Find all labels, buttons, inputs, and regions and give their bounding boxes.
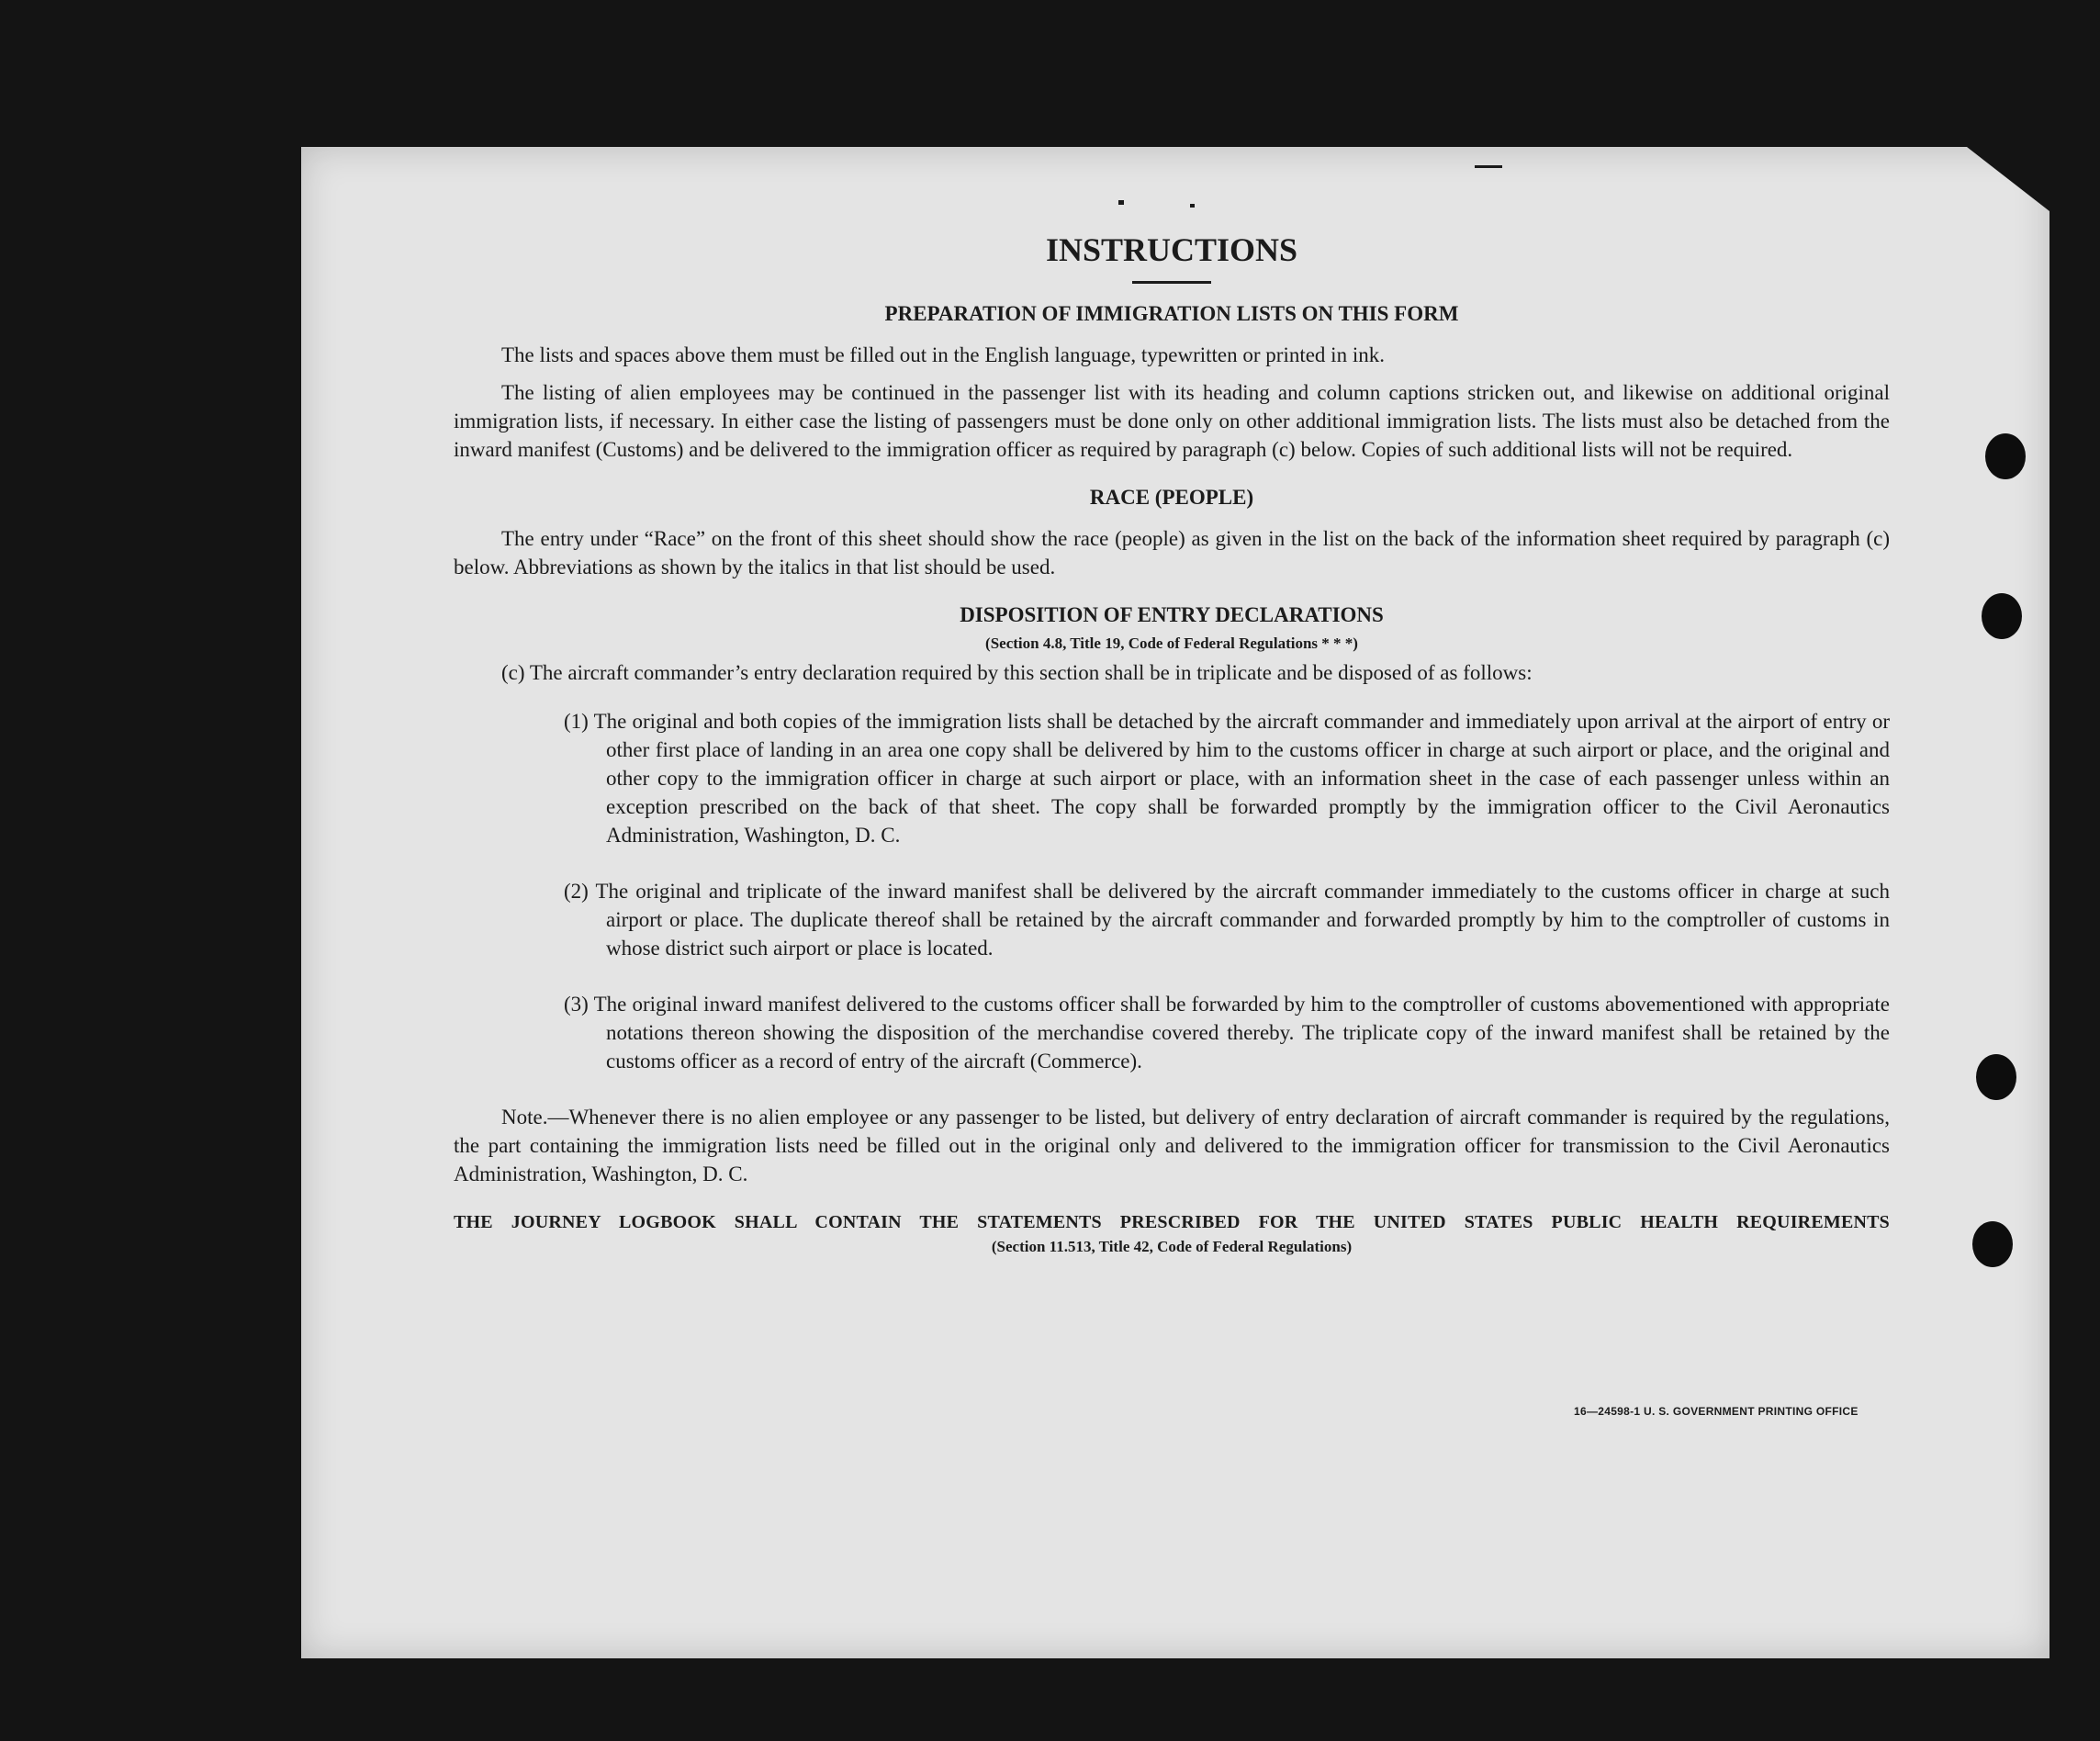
paragraph-note: Note.—Whenever there is no alien employee or any passenger to be listed, but delivery of entry declaration of aircraft commander is required by the regulations, the part containing the immigration lists need be filled out in the original only and delivered to the immigration officer for transmission to the Civil Aeronautics Administration, Washington, D. C. xyxy=(454,1106,1890,1185)
instructions-content xyxy=(454,230,1890,1262)
printing-office-imprint: 16—24598-1 U. S. GOVERNMENT PRINTING OFFICE xyxy=(1574,1405,1859,1418)
paragraph-preparation-2: The listing of alien employees may be continued in the passenger list with its heading and column captions stricken out, and likewise on additional original immigration lists, if necessary. In either case the listing of passengers must be done only on other additional immigration lists. The lists must also be detached from the inward manifest (Customs) and be delivered to the immigration officer as required by paragraph (c) below. Copies of such additional lists will not be required. xyxy=(454,381,1890,461)
torn-corner xyxy=(1967,147,2049,211)
section-heading-disposition: DISPOSITION OF ENTRY DECLARATIONS xyxy=(960,603,1384,626)
journey-logbook-subheading: (Section 11.513, Title 42, Code of Federal Regulations) xyxy=(991,1238,1353,1255)
list-item-2: (2) The original and triplicate of the inward manifest shall be delivered by the aircraft commander immediately to the customs officer in charge at such airport or place. The duplicate thereof shall be retained by the aircraft commander and forwarded promptly by him to the comptroller of customs in whose district such airport or place is located. xyxy=(564,880,1890,960)
paragraph-preparation-1: The lists and spaces above them must be filled out in the English language, typewritten or printed in ink. xyxy=(501,343,1385,366)
speck xyxy=(1190,204,1195,208)
list-item-1: (1) The original and both copies of the immigration lists shall be detached by the aircraft commander and immediately upon arrival at the airport of entry or other first place of landing in an area one copy shall be delivered by him to the customs officer in charge at such airport or place, and the original and other copy to the immigration officer in charge at such airport or place, with an information sheet in the case of each passenger unless within an exception prescribed on the back of that sheet. The copy shall be forwarded promptly by the immigration officer to the Civil Aeronautics Administration, Washington, D. C. xyxy=(564,710,1890,847)
paragraph-disposition-c: (c) The aircraft commander’s entry declaration required by this section shall be in triplicate and be disposed of as follows: xyxy=(501,661,1533,684)
punch-hole xyxy=(1972,1221,2013,1267)
punch-hole xyxy=(1982,593,2022,639)
page-title: INSTRUCTIONS xyxy=(1045,231,1298,268)
title-underline xyxy=(1132,281,1211,284)
section-subheading-disposition: (Section 4.8, Title 19, Code of Federal Regulations * * *) xyxy=(985,635,1358,652)
paragraph-race: The entry under “Race” on the front of this sheet should show the race (people) as given in the list on the back of the information sheet required by paragraph (c) below. Abbreviations as shown by the italics in that list should be used. xyxy=(454,527,1890,578)
punch-hole xyxy=(1976,1054,2016,1100)
journey-logbook-heading: THE JOURNEY LOGBOOK SHALL CONTAIN THE STATEMENTS PRESCRIBED FOR THE UNITED STATES PUBLIC HEALTH REQUIREMENTS xyxy=(454,1212,1890,1232)
speck xyxy=(1118,200,1124,205)
section-heading-preparation: PREPARATION OF IMMIGRATION LISTS ON THIS FORM xyxy=(884,302,1459,325)
list-item-3: (3) The original inward manifest delivered to the customs officer shall be forwarded by him to the comptroller of customs abovementioned with appropriate notations thereon showing the disposition of the merchandise covered thereby. The triplicate copy of the inward manifest shall be retained by the customs officer as a record of entry of the aircraft (Commerce). xyxy=(564,993,1890,1073)
punch-hole xyxy=(1985,433,2026,479)
speck xyxy=(1475,165,1502,168)
section-heading-race: RACE (PEOPLE) xyxy=(1089,486,1254,509)
